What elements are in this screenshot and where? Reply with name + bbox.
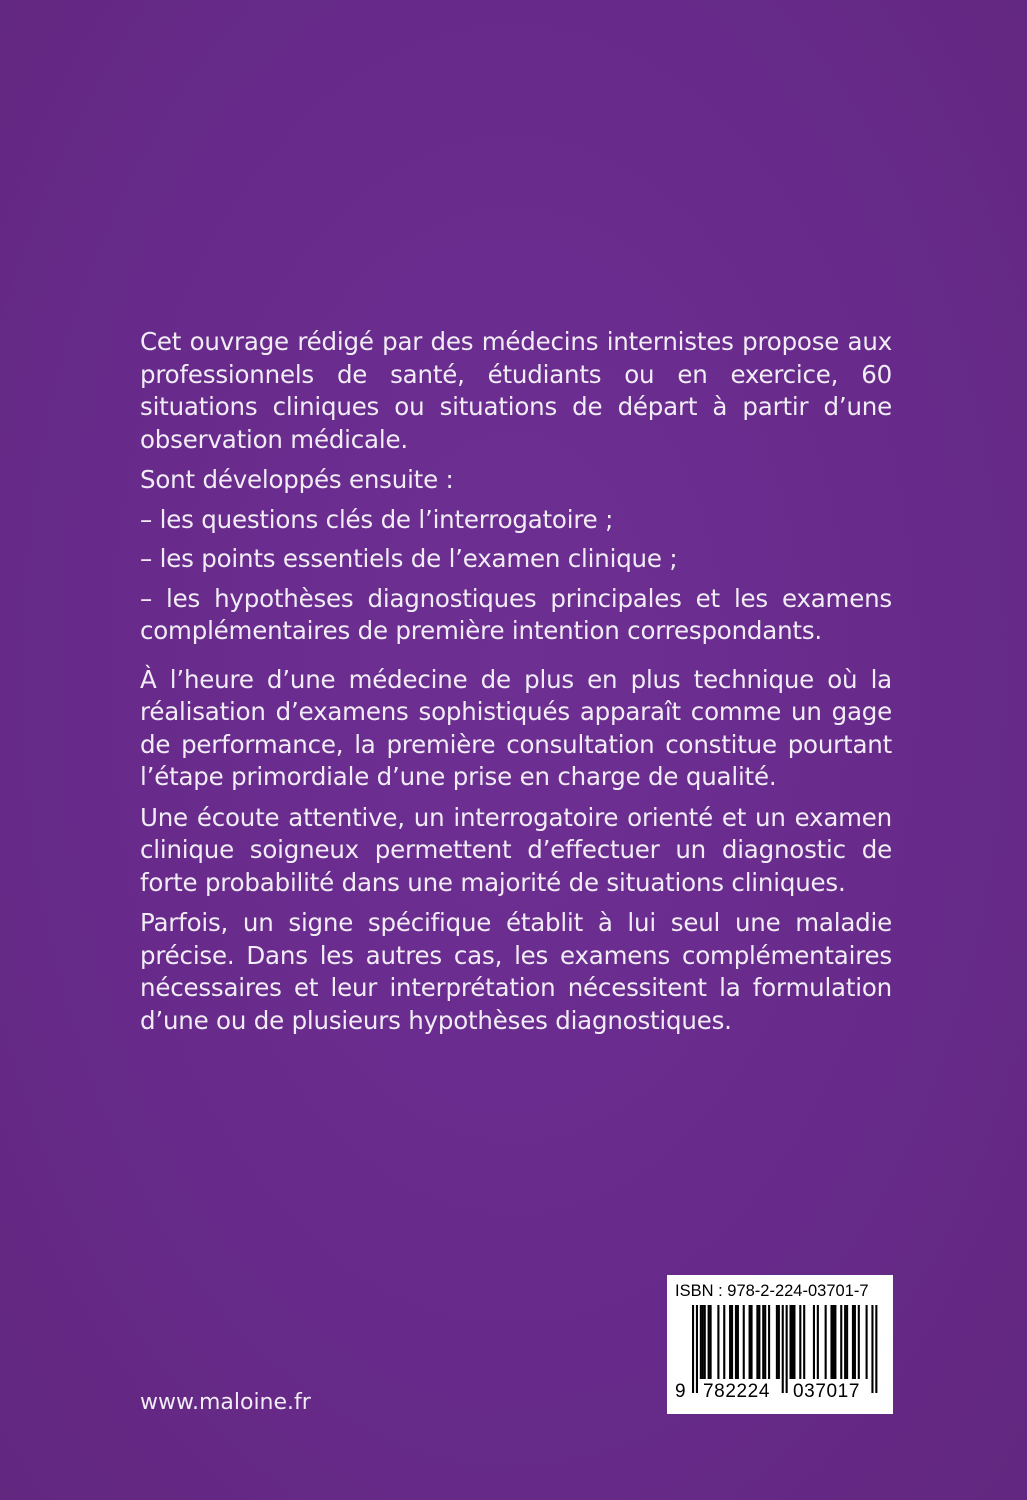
barcode-bar: [696, 1305, 698, 1393]
barcode-bar: [844, 1305, 846, 1379]
barcode-bar: [866, 1305, 868, 1379]
blurb-list-item: – les questions clés de l’interrogatoire ;: [140, 504, 614, 534]
barcode-bar: [723, 1305, 725, 1379]
blurb-paragraph: Parfois, un signe spécifique établit à lui seul une maladie précise. Dans les autres cas, les examens complémentaires nécessaires et leur interprétation nécessitent la formulation d’une ou de plusieurs hypothèses diagnostiques.: [140, 908, 892, 1035]
blurb-paragraph: À l’heure d’une médecine de plus en plus technique où la réalisation d’examens sophistiqués apparaît comme un gage de performance, la première consultation constitue pourtant l’étape primordiale d’une prise en charge de qualité.: [140, 664, 892, 791]
barcode-bar: [776, 1305, 778, 1379]
barcode-bar: [782, 1305, 784, 1393]
barcode-bar: [708, 1305, 710, 1379]
blurb-list-item: – les points essentiels de l’examen clinique ;: [140, 544, 678, 573]
barcode-bar: [790, 1305, 792, 1379]
barcode-bar: [749, 1305, 751, 1379]
ean-right-digits: 037017: [793, 1381, 861, 1402]
barcode-bar: [735, 1305, 737, 1379]
barcode-bar: [854, 1305, 856, 1379]
barcode-bar: [858, 1305, 860, 1379]
isbn-label: ISBN : 978-2-224-03701-7: [675, 1282, 869, 1300]
barcode-bar: [692, 1305, 694, 1393]
barcode-bar: [751, 1305, 753, 1379]
barcode-bar: [825, 1305, 827, 1379]
publisher-url[interactable]: www.maloine.fr: [140, 1390, 311, 1415]
barcode-bar: [700, 1305, 702, 1379]
barcode-bar: [717, 1305, 719, 1379]
barcode-bar: [832, 1305, 834, 1379]
barcode-bar: [786, 1305, 788, 1393]
barcode-bar: [778, 1305, 780, 1379]
barcode-bar: [764, 1305, 766, 1379]
barcode-bar: [803, 1305, 805, 1379]
barcode-bar: [743, 1305, 745, 1379]
barcode-bar: [846, 1305, 848, 1379]
barcode-bar: [871, 1305, 873, 1393]
blurb-paragraph: Une écoute attentive, un interrogatoire orienté et un examen clinique soigneux permettent d’effectuer un diagnostic de forte probabilité dans une majorité de situations cliniques.: [140, 802, 892, 897]
ean-first-digit: 9: [675, 1381, 687, 1402]
barcode-bar: [813, 1305, 815, 1379]
barcode-bar: [737, 1305, 739, 1379]
blurb-list-intro: Sont développés ensuite :: [140, 465, 454, 494]
barcode-bar: [817, 1305, 819, 1379]
barcode-bar: [852, 1305, 854, 1379]
blurb: [140, 326, 892, 1045]
barcode-bar: [731, 1305, 733, 1379]
barcode-bar: [710, 1305, 712, 1379]
barcode-bar: [791, 1305, 793, 1379]
blurb-intro: Cet ouvrage rédigé par des médecins internistes propose aux professionnels de santé, étudiants ou en exercice, 60 situations cliniques ou situations de départ à partir d’une observation médicale.: [140, 327, 892, 454]
barcode-bar: [793, 1305, 795, 1379]
barcode-bar: [758, 1305, 760, 1379]
blurb-list-item: – les hypothèses diagnostiques principales et les examens complémentaires de première intention correspondants.: [140, 583, 892, 645]
ean-left-digits: 782224: [703, 1381, 771, 1402]
barcode-bar: [840, 1305, 842, 1379]
barcode-bar: [702, 1305, 704, 1379]
barcode-bar: [729, 1305, 731, 1379]
barcode-bar: [875, 1305, 877, 1393]
barcode-bar: [756, 1305, 758, 1379]
barcode-bar: [768, 1305, 770, 1379]
barcode-bar: [704, 1305, 706, 1379]
barcode-bar: [834, 1305, 836, 1379]
barcode-bar: [799, 1305, 801, 1379]
isbn-barcode: [667, 1275, 893, 1414]
barcode-bar: [830, 1305, 832, 1379]
barcode-bar: [762, 1305, 764, 1379]
